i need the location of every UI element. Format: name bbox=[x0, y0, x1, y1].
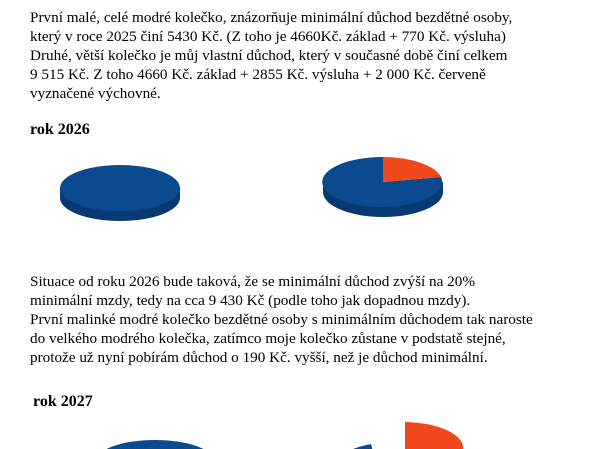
heading-2026: rok 2026 bbox=[30, 121, 90, 138]
pie-2027-blue-slice bbox=[337, 444, 375, 449]
intro-line-3: Druhé, větší kolečko je můj vlastní důchod, který v současné době činí celkem bbox=[30, 47, 508, 64]
pie-my-pension-2026 bbox=[315, 140, 455, 235]
situation-line-5: protože už nyní pobírám důchod o 190 Kč. vyšší, než je důchod minimální. bbox=[30, 349, 488, 366]
pie-my-pension-2027 bbox=[335, 420, 475, 449]
pie-2027-red-slice bbox=[405, 422, 463, 449]
intro-line-2: který v roce 2025 činí 5430 Kč. (Z toho je 4660Kč. základ + 770 Kč. výsluha) bbox=[30, 28, 506, 45]
heading-2027: rok 2027 bbox=[33, 393, 93, 410]
intro-line-5: vyznačené výchovné. bbox=[30, 85, 161, 102]
situation-line-3: První malinké modré kolečko bezdětné osoby s minimálním důchodem tak naroste bbox=[30, 311, 533, 328]
situation-paragraph bbox=[30, 272, 590, 367]
intro-line-1: První malé, celé modré kolečko, znázorňuje minimální důchod bezdětné osoby, bbox=[30, 9, 513, 26]
situation-line-1: Situace od roku 2026 bude taková, že se minimální důchod zvýší na 20% bbox=[30, 273, 475, 290]
situation-line-2: minimální mzdy, tedy na cca 9 430 Kč (podle toho jak dopadnou mzdy). bbox=[30, 292, 471, 309]
intro-paragraph bbox=[30, 8, 590, 103]
situation-line-4: do velkého modrého kolečka, zatímco moje kolečko zůstane v podstatě stejné, bbox=[30, 330, 506, 347]
pie-min-pension-2026 bbox=[50, 150, 190, 240]
intro-line-4: 9 515 Kč. Z toho 4660 Kč. základ + 2855 Kč. výsluha + 2 000 Kč. červeně bbox=[30, 66, 486, 83]
pie-min-pension-top bbox=[60, 165, 180, 211]
pie-min-pension-2027 bbox=[95, 438, 215, 449]
